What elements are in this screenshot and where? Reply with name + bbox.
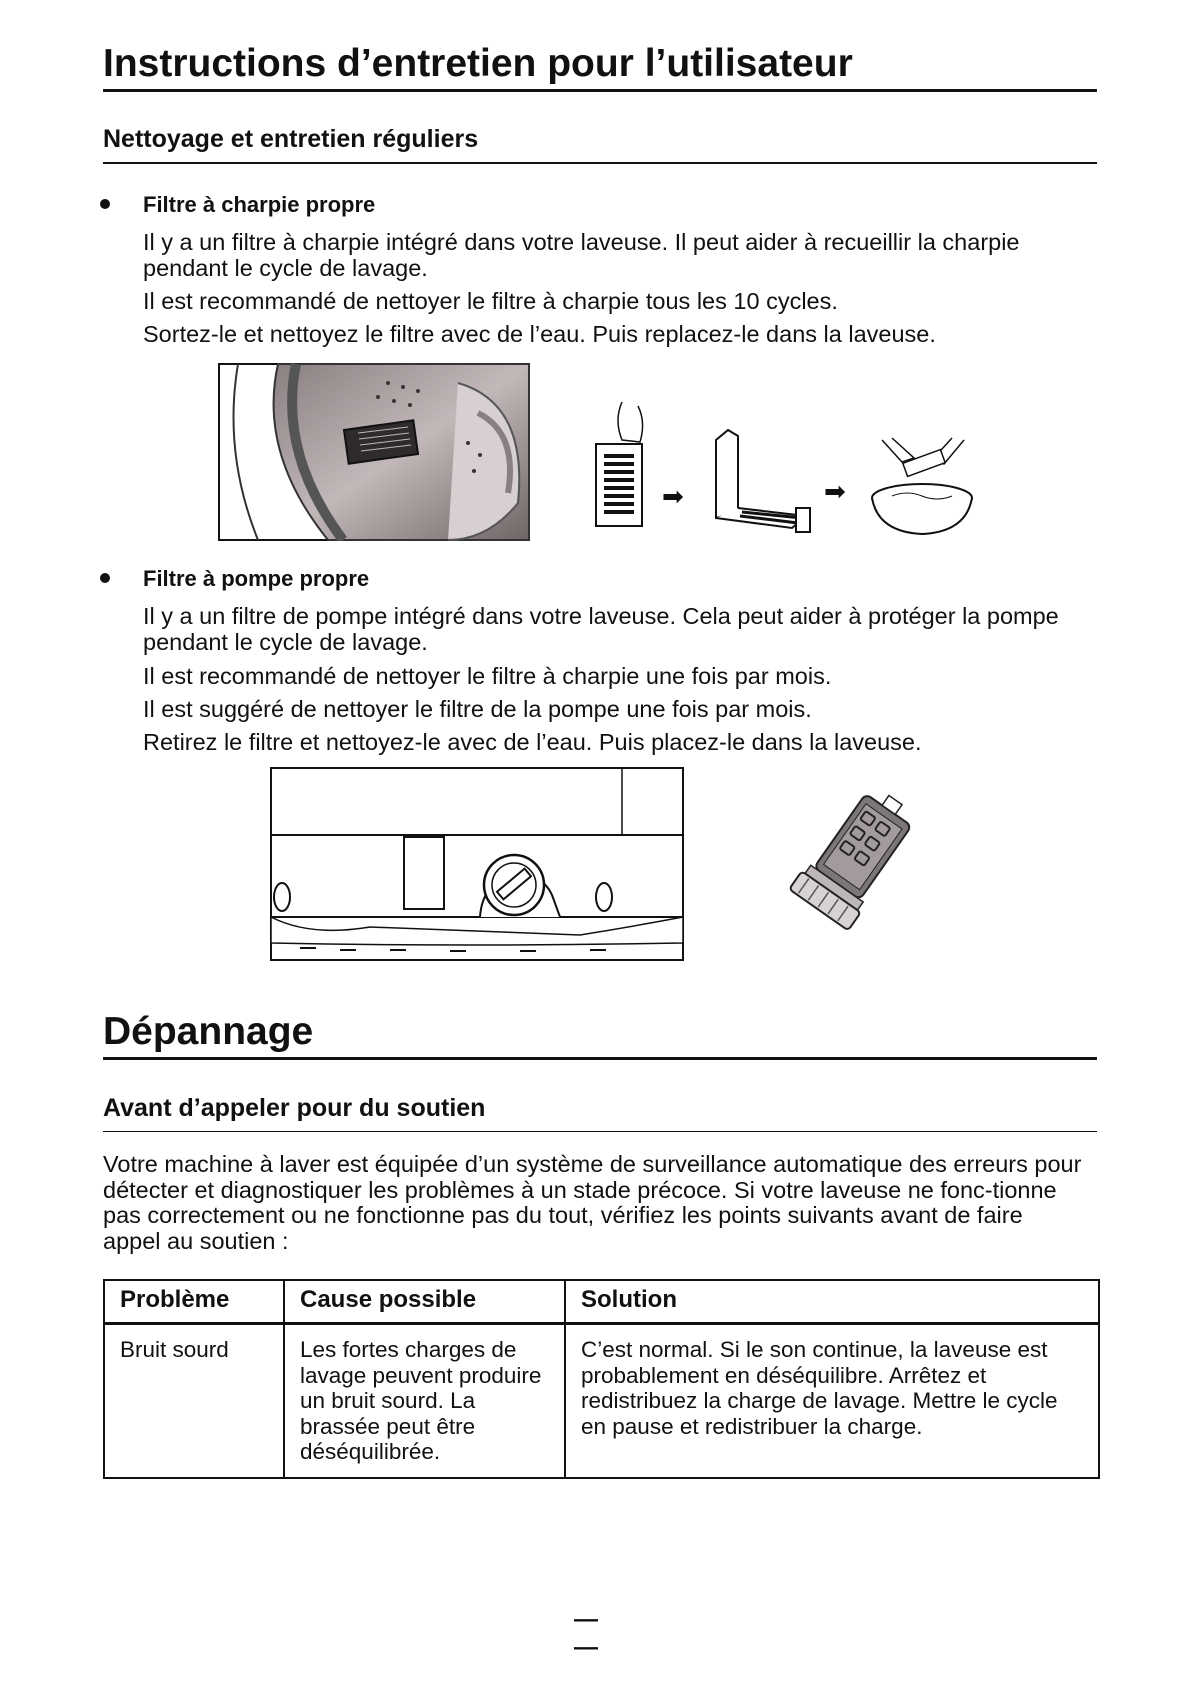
title-divider <box>103 89 1097 92</box>
support-intro: Votre machine à laver est équipée d’un système de surveillance automatique des erreurs pour détecter et diagnostiquer les problèmes à un stade précoce. Si votre laveuse ne fonc-tionne pas correctement ou ne fonctionne pas du tout, vérifiez les points suivants avant de faire appel au soutien : <box>103 1151 1082 1254</box>
arrow-right-icon: ➡ <box>662 481 684 511</box>
troubleshooting-title: Dépannage <box>103 1010 314 1053</box>
support-divider <box>103 1131 1097 1132</box>
maintenance-heading: Nettoyage et entretien réguliers <box>103 125 479 153</box>
page-number-marks: — — <box>574 1606 636 1661</box>
bullet-dot <box>100 199 110 209</box>
column-header-cause: Cause possible <box>284 1280 565 1324</box>
column-header-problem: Problème <box>104 1280 284 1324</box>
table-row <box>104 1324 1099 1478</box>
pump-filter-part-illustration <box>786 790 936 940</box>
table-header-row <box>104 1280 1099 1324</box>
lint-filter-text-3: Sortez-le et nettoyez le filtre avec de l’eau. Puis replacez-le dans la laveuse. <box>143 321 936 347</box>
cell-problem: Bruit sourd <box>104 1324 284 1478</box>
pump-filter-text-2: Il est recommandé de nettoyer le filtre à charpie une fois par mois. <box>143 663 832 689</box>
troubleshooting-table <box>103 1279 1100 1479</box>
lint-filter-text-1: Il y a un filtre à charpie intégré dans votre laveuse. Il peut aider à recueillir la charpie pendant le cycle de lavage. <box>143 229 1020 281</box>
arrow-right-icon: ➡ <box>824 476 846 506</box>
lint-filter-title: Filtre à charpie propre <box>143 192 376 217</box>
washer-base-pump-filter-illustration <box>270 767 686 963</box>
pump-filter-text-4: Retirez le filtre et nettoyez-le avec de l’eau. Puis placez-le dans la laveuse. <box>143 729 922 755</box>
page-title: Instructions d’entretien pour l’utilisateur <box>103 42 853 85</box>
bullet-dot <box>100 573 110 583</box>
pump-filter-text-1: Il y a un filtre de pompe intégré dans votre laveuse. Cela peut aider à protéger la pompe pendant le cycle de lavage. <box>143 603 1059 655</box>
pump-filter-text-3: Il est suggéré de nettoyer le filtre de la pompe une fois par mois. <box>143 696 812 722</box>
support-heading: Avant d’appeler pour du soutien <box>103 1094 486 1122</box>
pump-filter-title: Filtre à pompe propre <box>143 566 370 591</box>
lint-filter-cleaning-steps-illustration <box>592 400 992 540</box>
cell-solution: C’est normal. Si le son continue, la laveuse est probablement en déséquilibre. Arrêtez et redistribuez la charge de lavage. Mettre le cycle en pause et redistribuer la charge. <box>565 1324 1099 1478</box>
troubleshooting-divider <box>103 1057 1097 1060</box>
cell-cause: Les fortes charges de lavage peuvent produire un bruit sourd. La brassée peut être déséquilibrée. <box>284 1324 565 1478</box>
washer-drum-lint-filter-illustration <box>218 363 530 541</box>
lint-filter-text-2: Il est recommandé de nettoyer le filtre à charpie tous les 10 cycles. <box>143 288 838 314</box>
maintenance-divider <box>103 162 1097 164</box>
column-header-solution: Solution <box>565 1280 1099 1324</box>
